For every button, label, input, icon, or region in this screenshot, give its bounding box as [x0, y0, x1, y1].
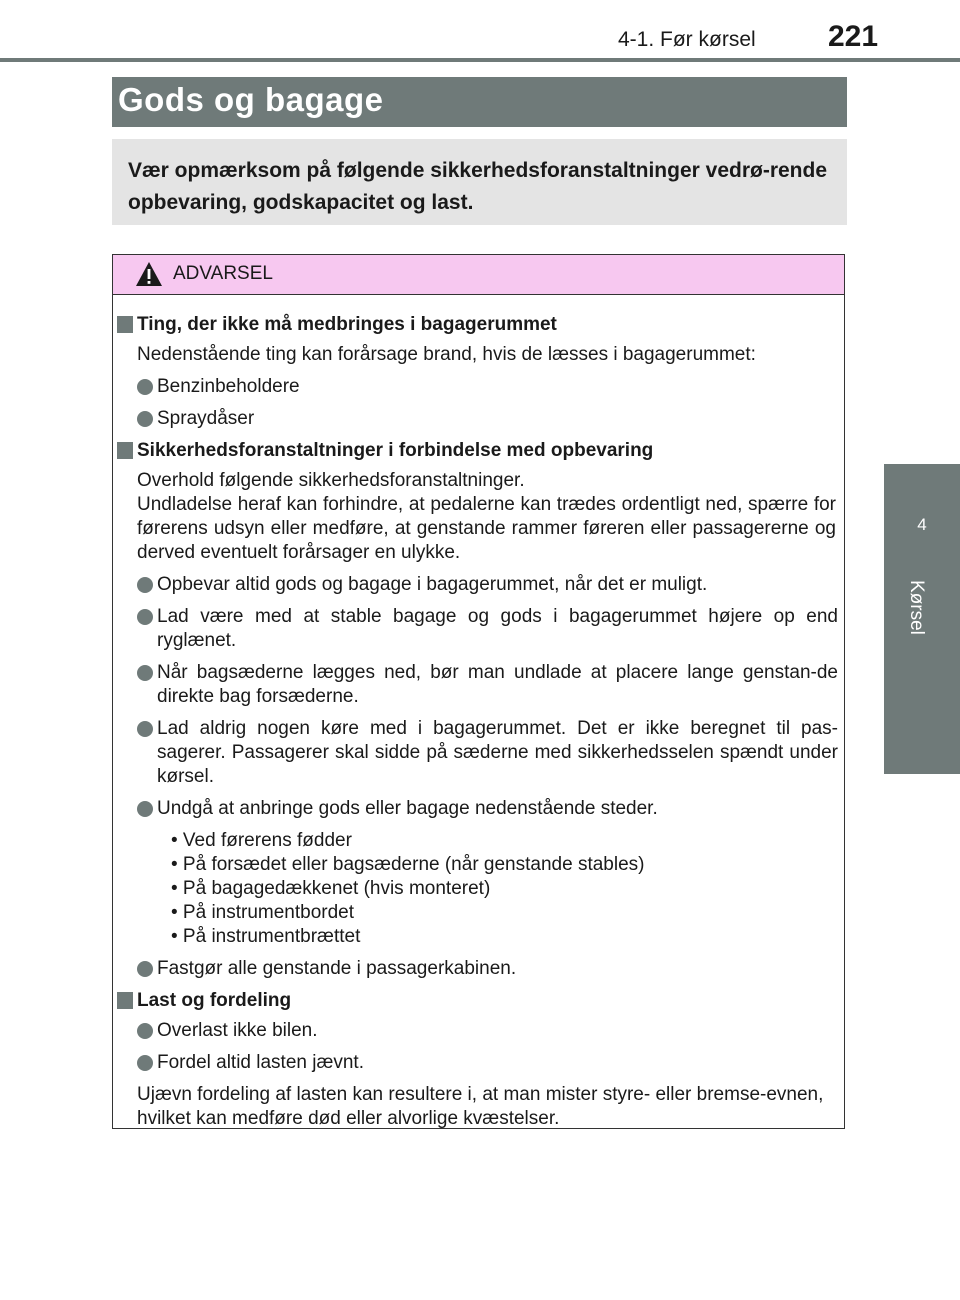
square-bullet-icon: [117, 442, 133, 459]
sub-list-item: • På instrumentbrættet: [171, 926, 361, 947]
circle-bullet-icon: [137, 961, 153, 977]
list-item: Lad aldrig nogen køre med i bagagerummet. Det er ikke beregnet til pas-sagerer. Passagerer skal sidde på sæderne med sikkerhedsselen spændt under kørsel.: [113, 717, 846, 789]
intro-box: [112, 139, 847, 225]
sub-list: [113, 829, 846, 949]
intro-text: Vær opmærksom på følgende sikkerhedsforanstaltninger vedrø-rende opbevaring, godskapacitet og last.: [128, 159, 828, 214]
list-item: Spraydåser: [113, 407, 846, 431]
circle-bullet-icon: [137, 379, 153, 395]
list-item: Opbevar altid gods og bagage i bagagerummet, når det er muligt.: [113, 573, 846, 597]
sub-list-item: • På forsædet eller bagsæderne (når genstande stables): [171, 854, 645, 875]
page-number: 221: [828, 20, 879, 53]
list-item: Fordel altid lasten jævnt.: [113, 1051, 846, 1075]
circle-bullet-icon: [137, 1055, 153, 1071]
list-item: Overlast ikke bilen.: [113, 1019, 846, 1043]
header-section-title: 4-1. Før kørsel: [618, 28, 756, 51]
section-text: Nedenstående ting kan forårsage brand, hvis de læsses i bagagerummet:: [137, 344, 756, 365]
circle-bullet-icon: [137, 1023, 153, 1039]
side-tab-label: Kørsel: [906, 580, 927, 635]
list-item: Undgå at anbringe gods eller bagage nedenstående steder.: [113, 797, 846, 821]
section-text: Overhold følgende sikkerhedsforanstaltninger.: [137, 470, 525, 491]
circle-bullet-icon: [137, 801, 153, 817]
list-item: Benzinbeholdere: [113, 375, 846, 399]
warning-label: ADVARSEL: [173, 263, 273, 284]
side-tab-number: 4: [917, 515, 927, 534]
header-rule: [0, 58, 960, 62]
square-bullet-icon: [117, 316, 133, 333]
warning-content: [113, 313, 846, 1139]
circle-bullet-icon: [137, 609, 153, 625]
section-heading: Ting, der ikke må medbringes i bagagerummet: [113, 313, 846, 337]
circle-bullet-icon: [137, 577, 153, 593]
warning-header: [113, 255, 844, 295]
warning-triangle-icon: [135, 261, 163, 287]
section-heading: Last og fordeling: [113, 989, 846, 1013]
page-title: Gods og bagage: [118, 81, 384, 118]
section-text: Ujævn fordeling af lasten kan resultere i, at man mister styre- eller bremse-evnen, hvilket kan medføre død eller alvorlige kvæstelser.: [137, 1084, 824, 1129]
circle-bullet-icon: [137, 721, 153, 737]
title-banner: [112, 77, 847, 127]
warning-box: [112, 254, 845, 1129]
sub-list-item: • På instrumentbordet: [171, 902, 355, 923]
section-heading: Sikkerhedsforanstaltninger i forbindelse med opbevaring: [113, 439, 846, 463]
circle-bullet-icon: [137, 665, 153, 681]
sub-list-item: • På bagagedækkenet (hvis monteret): [171, 878, 491, 899]
list-item: Lad være med at stable bagage og gods i bagagerummet højere op end ryglænet.: [113, 605, 846, 653]
list-item: Når bagsæderne lægges ned, bør man undlade at placere lange genstan-de direkte bag forsæderne.: [113, 661, 846, 709]
list-item: Fastgør alle genstande i passagerkabinen.: [113, 957, 846, 981]
sub-list-item: • Ved førerens fødder: [171, 830, 352, 851]
square-bullet-icon: [117, 992, 133, 1009]
section-text: Undladelse heraf kan forhindre, at pedalerne kan trædes ordentligt ned, spærre for førerens udsyn eller medføre, at genstande rammer føreren eller passagererne og derved eventuelt forårsager en ulykke.: [137, 494, 836, 563]
circle-bullet-icon: [137, 411, 153, 427]
